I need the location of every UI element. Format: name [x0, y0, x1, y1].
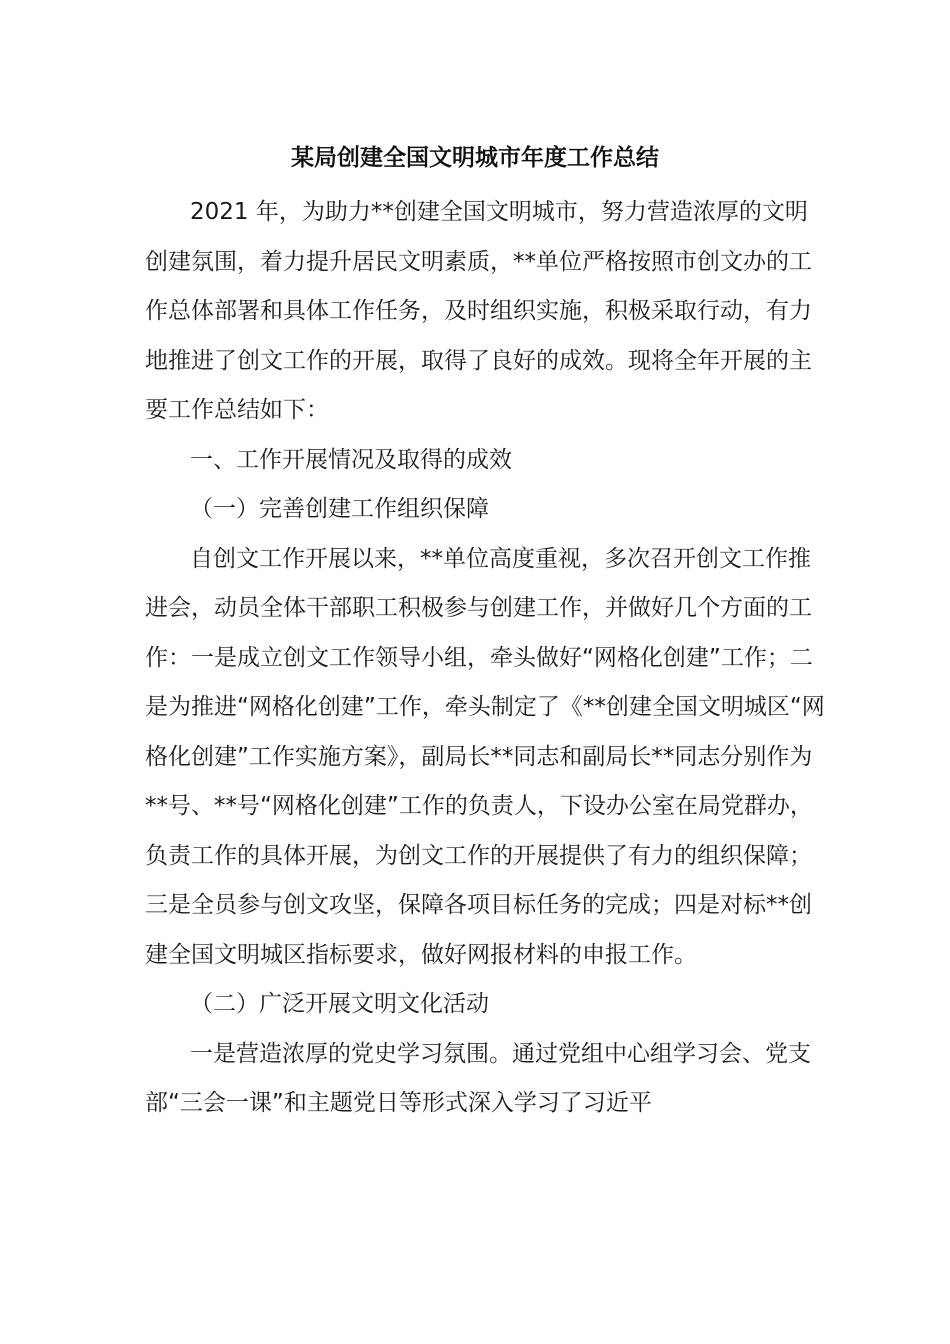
subsection-heading-1: （一）完善创建工作组织保障	[190, 496, 489, 522]
paragraph-organization-line-5: 格化创建”工作实施方案》，副局长**同志和副局长**同志分别作为	[145, 744, 813, 770]
paragraph-organization-line-6: **号、**号“网格化创建”工作的负责人，下设办公室在局党群办，	[145, 793, 813, 819]
document-title: 某局创建全国文明城市年度工作总结	[291, 145, 659, 171]
section-heading-1: 一、工作开展情况及取得的成效	[190, 447, 512, 473]
paragraph-organization-line-3: 作：一是成立创文工作领导小组，牵头做好“网格化创建”工作；二	[145, 645, 813, 671]
paragraph-intro-line-4: 地推进了创文工作的开展，取得了良好的成效。现将全年开展的主	[145, 348, 812, 374]
paragraph-organization-line-1: 自创文工作开展以来，**单位高度重视，多次召开创文工作推	[190, 546, 811, 572]
paragraph-intro-line-5: 要工作总结如下：	[145, 397, 329, 423]
paragraph-activities-line-2: 部“三会一课”和主题党日等形式深入学习了习近平	[145, 1090, 652, 1116]
paragraph-activities-line-1: 一是营造浓厚的党史学习氛围。通过党组中心组学习会、党支	[190, 1041, 811, 1067]
paragraph-intro-line-3: 作总体部署和具体工作任务，及时组织实施，积极采取行动，有力	[145, 298, 812, 324]
paragraph-intro-line-1: 2021 年，为助力**创建全国文明城市，努力营造浓厚的文明	[190, 199, 808, 225]
paragraph-organization-line-4: 是为推进“网格化创建”工作，牵头制定了《**创建全国文明城区“网	[145, 694, 825, 720]
paragraph-organization-line-7: 负责工作的具体开展，为创文工作的开展提供了有力的组织保障；	[145, 843, 812, 869]
paragraph-organization-line-8: 三是全员参与创文攻坚，保障各项目标任务的完成；四是对标**创	[145, 892, 812, 918]
subsection-heading-2: （二）广泛开展文明文化活动	[190, 991, 489, 1017]
paragraph-organization-line-9: 建全国文明城区指标要求，做好网报材料的申报工作。	[145, 942, 697, 968]
paragraph-organization-line-2: 进会，动员全体干部职工积极参与创建工作，并做好几个方面的工	[145, 595, 812, 621]
paragraph-intro-line-2: 创建氛围，着力提升居民文明素质，**单位严格按照市创文办的工	[145, 249, 812, 275]
